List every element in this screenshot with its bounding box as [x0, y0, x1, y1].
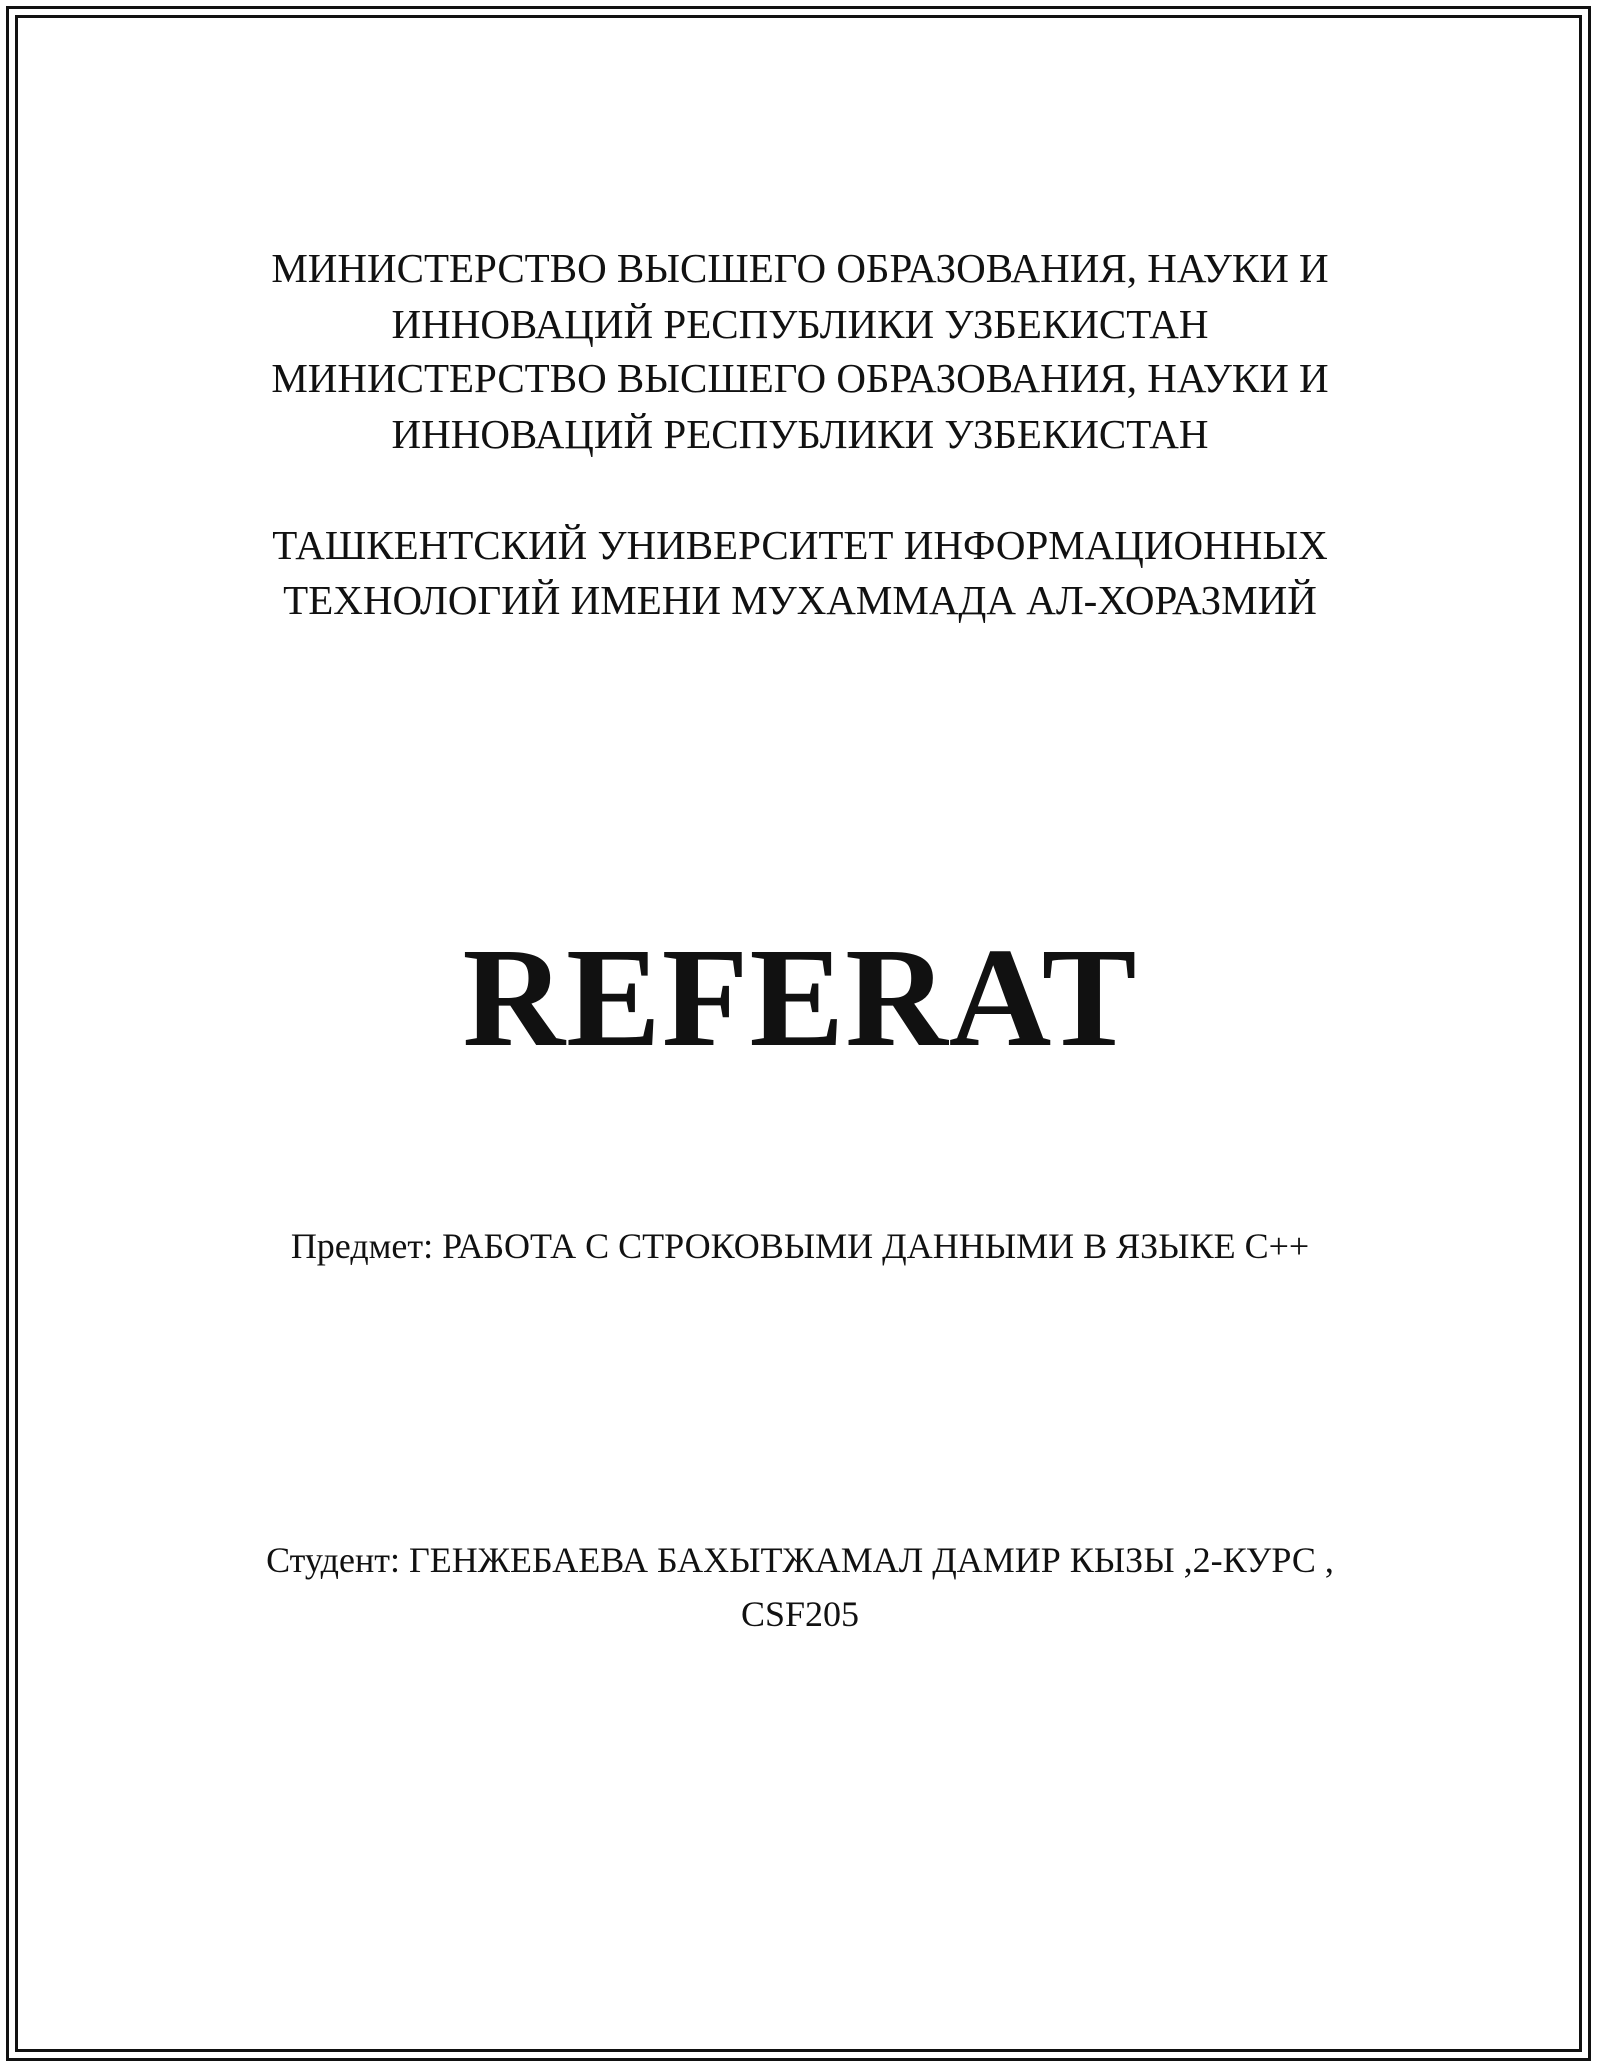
student-line-2: CSF205 — [740, 1594, 860, 1634]
ministry-line-2: ИННОВАЦИЙ РЕСПУБЛИКИ УЗБЕКИСТАН — [391, 301, 1209, 347]
university-line-1: ТАШКЕНТСКИЙ УНИВЕРСИТЕТ ИНФОРМАЦИОННЫХ — [272, 522, 1328, 568]
ministry-line-1: МИНИСТЕРСТВО ВЫСШЕГО ОБРАЗОВАНИЯ, НАУКИ И — [271, 245, 1329, 291]
document-title: REFERAT — [462, 918, 1138, 1076]
subject-line: Предмет: РАБОТА С СТРОКОВЫМИ ДАННЫМИ В ЯЗЫКЕ C++ — [290, 1226, 1310, 1266]
university-line-2: ТЕХНОЛОГИЙ ИМЕНИ МУХАММАДА АЛ-ХОРАЗМИЙ — [283, 577, 1317, 623]
ministry-line-4: ИННОВАЦИЙ РЕСПУБЛИКИ УЗБЕКИСТАН — [391, 411, 1209, 457]
ministry-line-3: МИНИСТЕРСТВО ВЫСШЕГО ОБРАЗОВАНИЯ, НАУКИ И — [271, 355, 1329, 401]
student-line-1: Студент: ГЕНЖЕБАЕВА БАХЫТЖАМАЛ ДАМИР КЫЗЫ ,2-КУРС , — [266, 1540, 1334, 1580]
